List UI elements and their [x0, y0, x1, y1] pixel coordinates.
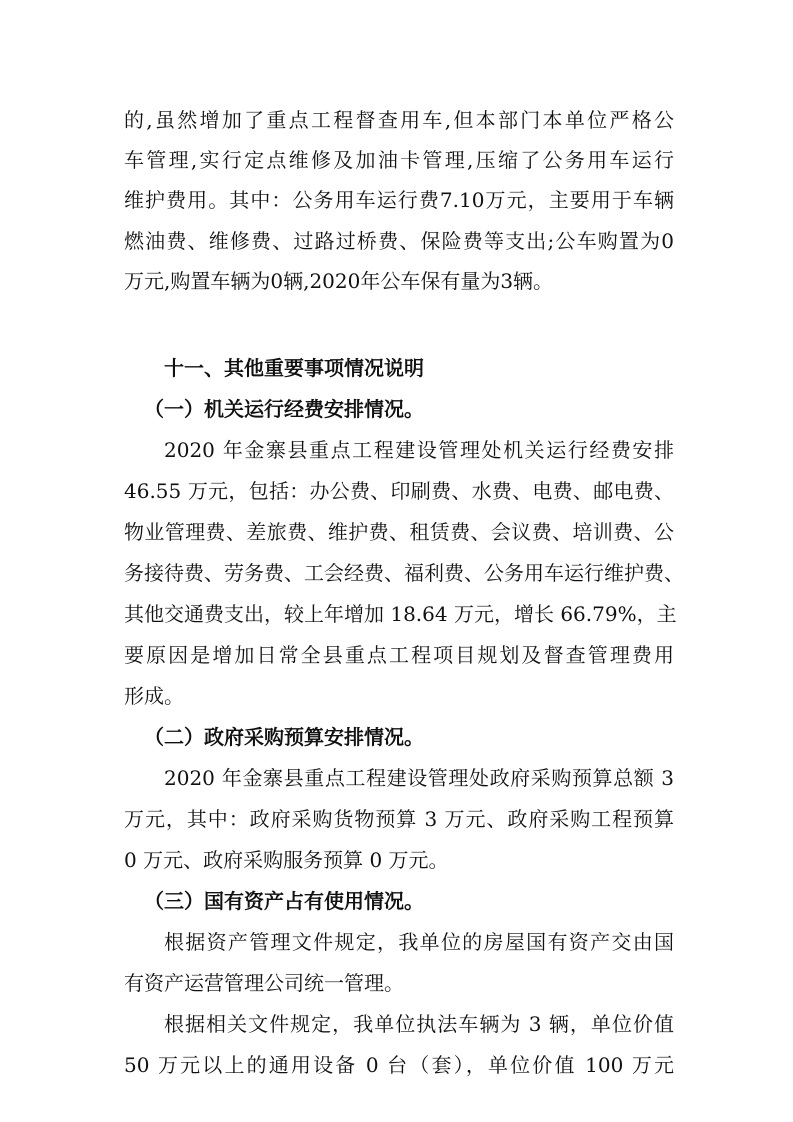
- body-line: 务接待费、劳务费、工会经费、福利费、公务用车运行维护费、: [124, 561, 684, 585]
- body-line: 46.55 万元，包括：办公费、印刷费、水费、电费、邮电费、: [124, 479, 674, 503]
- body-line: 其他交通费支出，较上年增加 18.64 万元，增长 66.79%，主: [124, 602, 677, 626]
- subsection-heading: （三）国有资产占有使用情况。: [144, 889, 424, 913]
- subsection-heading: （二）政府采购预算安排情况。: [144, 725, 424, 749]
- body-line: 物业管理费、差旅费、维护费、租赁费、会议费、培训费、公: [124, 520, 674, 544]
- body-line: 万元,购置车辆为0辆,2020年公车保有量为3辆。: [124, 269, 554, 293]
- body-line: 有资产运营管理公司统一管理。: [124, 971, 404, 995]
- body-line: 燃油费、维修费、过路过桥费、保险费等支出;公车购置为0: [124, 229, 674, 253]
- body-line: 要原因是增加日常全县重点工程项目规划及督查管理费用: [124, 643, 674, 667]
- body-line: 万元，其中：政府采购货物预算 3 万元、政府采购工程预算: [124, 807, 674, 831]
- body-line: 的,虽然增加了重点工程督查用车,但本部门本单位严格公: [124, 108, 674, 132]
- subsection-heading: （一）机关运行经费安排情况。: [144, 397, 424, 421]
- body-line: 车管理,实行定点维修及加油卡管理,压缩了公务用车运行: [124, 148, 674, 172]
- body-line: 0 万元、政府采购服务预算 0 万元。: [124, 848, 449, 872]
- body-line: 根据相关文件规定，我单位执法车辆为 3 辆，单位价值: [164, 1012, 674, 1036]
- section-heading: 十一、其他重要事项情况说明: [164, 356, 424, 380]
- body-line: 根据资产管理文件规定，我单位的房屋国有资产交由国: [164, 930, 674, 954]
- body-line: 形成。: [124, 684, 184, 708]
- body-line: 维护费用。其中：公务用车运行费7.10万元，主要用于车辆: [124, 188, 674, 212]
- body-line: 50 万元以上的通用设备 0 台（套），单位价值 100 万元: [124, 1053, 674, 1077]
- body-line: 2020 年金寨县重点工程建设管理处机关运行经费安排: [164, 438, 674, 462]
- body-line: 2020 年金寨县重点工程建设管理处政府采购预算总额 3: [164, 766, 674, 790]
